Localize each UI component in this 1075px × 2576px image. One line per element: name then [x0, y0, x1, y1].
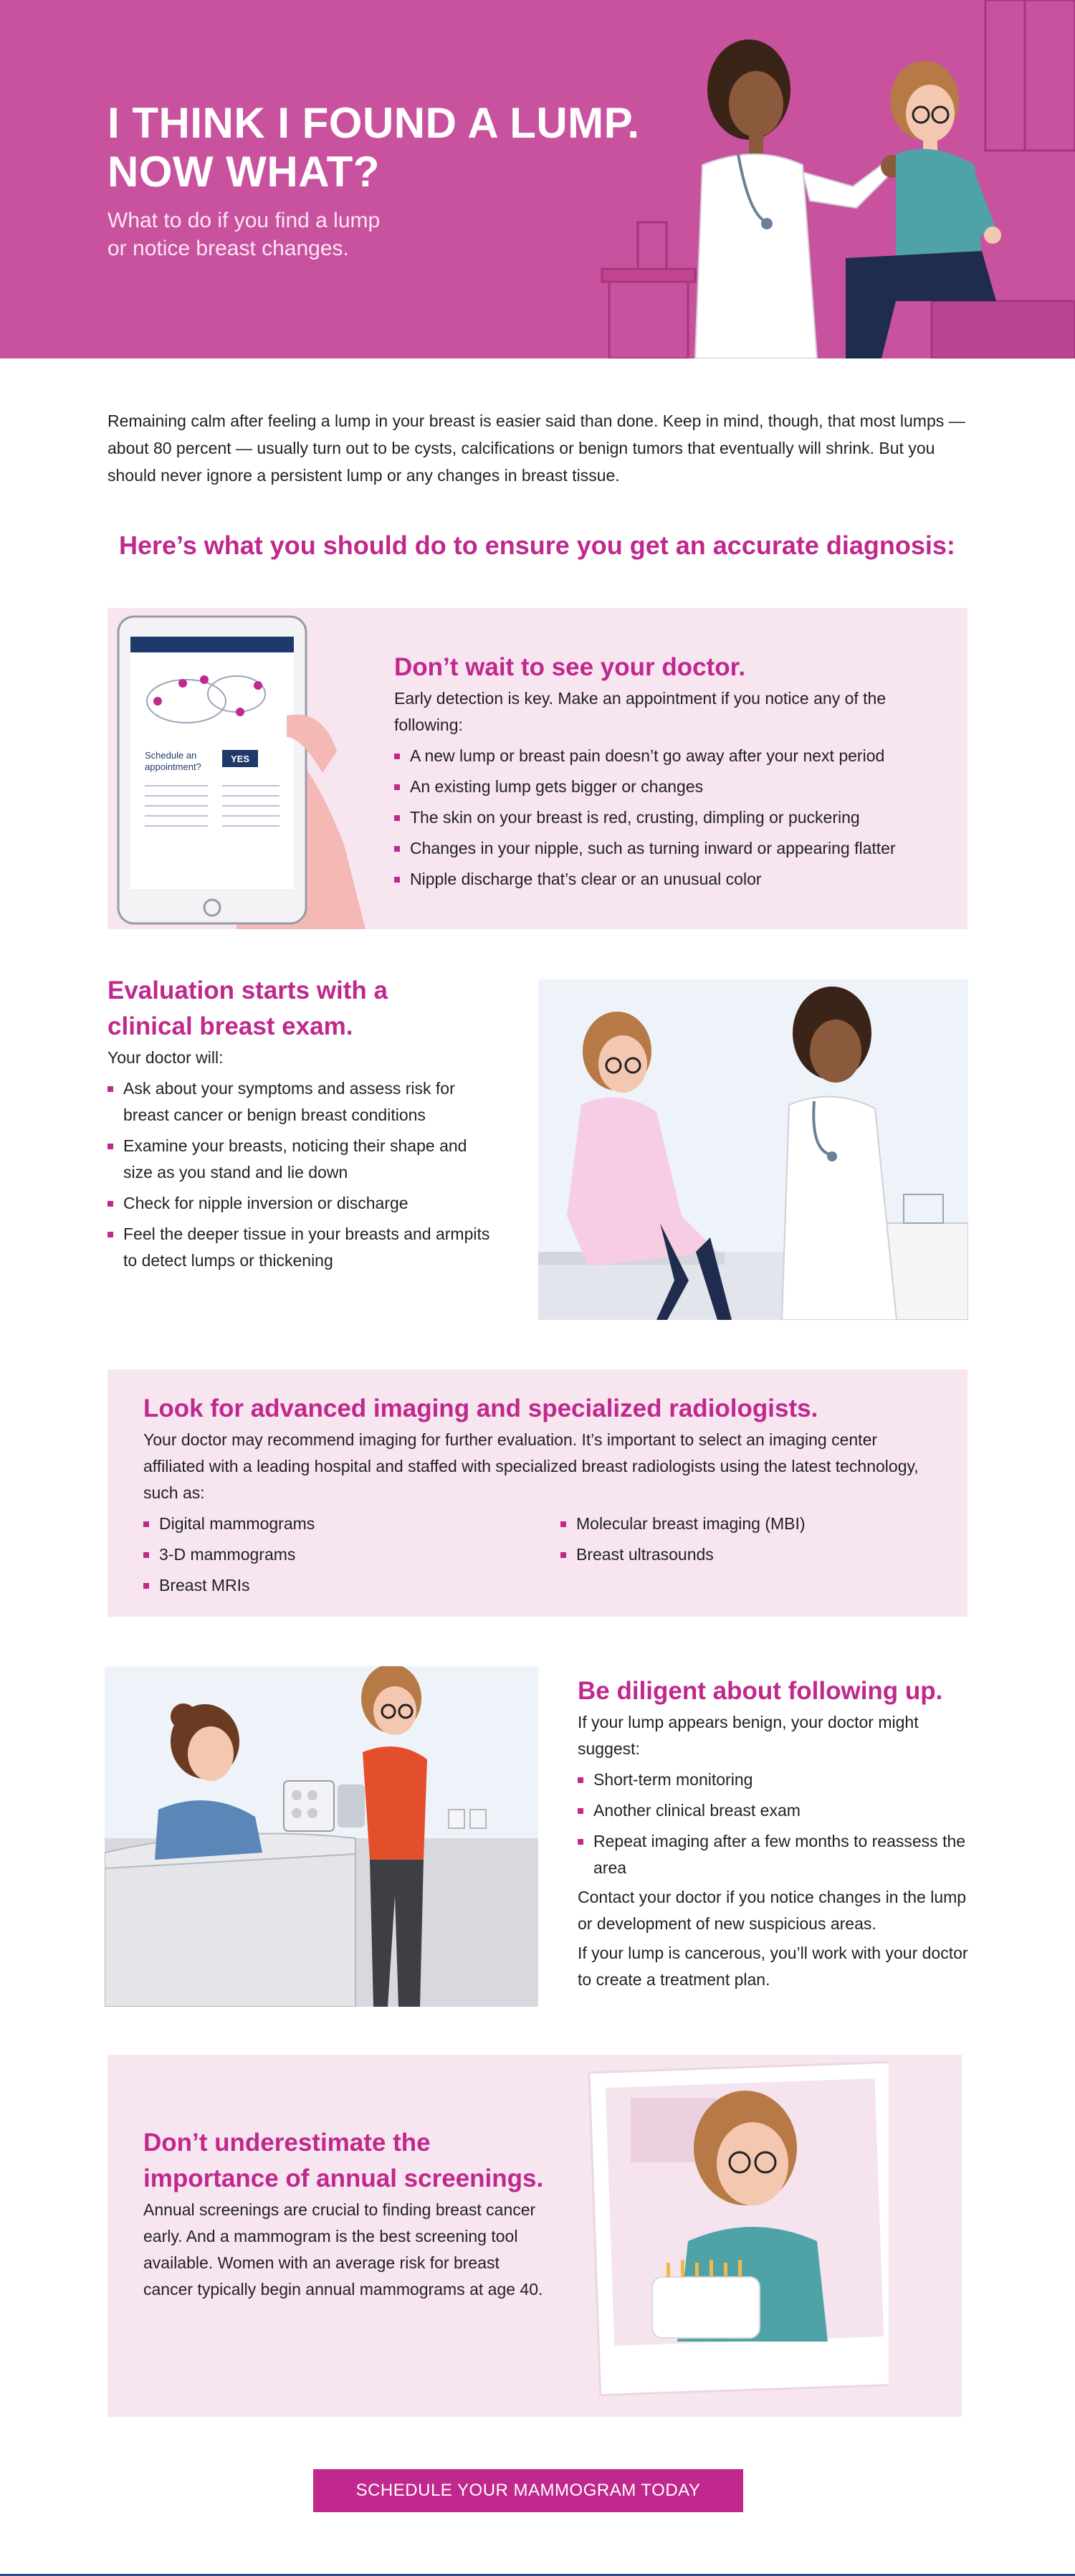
list-item: Digital mammograms [143, 1511, 560, 1537]
section-follow-up-text: If your lump appears benign, your doctor might suggest: [578, 1713, 919, 1758]
doctor-patient-illustration [595, 0, 1075, 358]
list-item: Repeat imaging after a few months to reassess the area [578, 1828, 968, 1881]
section-follow-up-list [578, 1767, 968, 1881]
section-imaging [108, 1369, 968, 1617]
section-dont-wait-content [394, 650, 939, 893]
page-subtitle [108, 206, 452, 262]
list-item: 3-D mammograms [143, 1541, 560, 1568]
section-dont-wait [108, 608, 968, 929]
section-follow-up [578, 1673, 968, 1993]
section-subheading: Here’s what you should do to ensure you get an accurate diagnosis: [119, 531, 955, 560]
section-annual-screenings-content [143, 2125, 545, 2303]
list-item: Molecular breast imaging (MBI) [560, 1511, 919, 1537]
section-annual-screenings-heading [143, 2125, 545, 2197]
section-annual-screenings [108, 2055, 962, 2417]
schedule-mammogram-button[interactable]: SCHEDULE YOUR MAMMOGRAM TODAY [313, 2469, 743, 2512]
section-clinical-exam-heading-line-1: Evaluation starts with a [108, 976, 388, 1004]
list-item: An existing lump gets bigger or changes [394, 774, 939, 800]
list-item: Check for nipple inversion or discharge [108, 1190, 494, 1217]
list-item: Feel the deeper tissue in your breasts and armpits to detect lumps or thickening [108, 1221, 494, 1274]
section-imaging-content [143, 1391, 939, 1599]
list-item: The skin on your breast is red, crusting, dimpling or puckering [394, 804, 939, 831]
phone-appointment-illustration [108, 608, 394, 929]
imaging-list-col-1 [143, 1506, 560, 1599]
section-imaging-lists [143, 1506, 939, 1599]
reception-desk-illustration [105, 1666, 538, 2007]
list-item: Short-term monitoring [578, 1767, 968, 1793]
section-dont-wait-text: Early detection is key. Make an appointment if you notice any of the following: [394, 689, 887, 734]
section-dont-wait-heading: Don’t wait to see your doctor. [394, 653, 746, 681]
intro-paragraph: Remaining calm after feeling a lump in your breast is easier said than done. Keep in mind, though, that most lumps — about 80 percent — usually turn out to be cysts, calcifications or benign tumors that eventually will shrink. But you should never ignore a persistent lump or any changes in breast tissue. [108, 412, 965, 485]
section-imaging-heading: Look for advanced imaging and specialized radiologists. [143, 1394, 818, 1422]
list-item: Breast ultrasounds [560, 1541, 919, 1568]
phone-prompt-line-1: Schedule an [145, 750, 197, 761]
phone-yes-label: YES [230, 754, 250, 764]
hero-banner [0, 0, 1075, 358]
list-item: Examine your breasts, noticing their shape and size as you stand and lie down [108, 1133, 494, 1186]
section-dont-wait-list [394, 743, 939, 893]
list-item: Another clinical breast exam [578, 1797, 968, 1824]
section-clinical-exam-list [108, 1075, 494, 1274]
phone-prompt-line-2: appointment? [145, 761, 201, 772]
section-clinical-exam-heading [108, 973, 494, 1045]
section-clinical-exam-text: Your doctor will: [108, 1048, 224, 1067]
section-clinical-exam [108, 973, 494, 1274]
list-item: Breast MRIs [143, 1572, 560, 1599]
list-item: A new lump or breast pain doesn’t go away after your next period [394, 743, 939, 769]
page-title-line-1: I THINK I FOUND A LUMP. [108, 99, 640, 147]
section-clinical-exam-heading-line-2: clinical breast exam. [108, 1012, 353, 1040]
imaging-list-col-2 [560, 1506, 919, 1599]
list-item: Changes in your nipple, such as turning inward or appearing flatter [394, 835, 939, 862]
clinical-exam-illustration [538, 979, 968, 1320]
section-imaging-text: Your doctor may recommend imaging for further evaluation. It’s important to select an imaging center affiliated with a leading hospital and staffed with specialized breast radiologists using the latest technology, such as: [143, 1430, 919, 1502]
section-follow-up-text-2: Contact your doctor if you notice changes in the lump or development of new suspicious areas. [578, 1888, 967, 1933]
page-subtitle-line-2: or notice breast changes. [108, 237, 349, 260]
section-annual-screenings-text: Annual screenings are crucial to finding breast cancer early. And a mammogram is the best screening tool available. Women with an average risk for breast cancer typically begin annual mammograms at age 40. [143, 2200, 543, 2299]
page-subtitle-line-1: What to do if you find a lump [108, 209, 381, 232]
page-title-line-2: NOW WHAT? [108, 148, 380, 196]
list-item: Nipple discharge that’s clear or an unusual color [394, 866, 939, 893]
section-annual-screenings-heading-line-1: Don’t underestimate the [143, 2129, 431, 2157]
section-follow-up-text-3: If your lump is cancerous, you’ll work with your doctor to create a treatment plan. [578, 1944, 968, 1989]
section-follow-up-heading: Be diligent about following up. [578, 1677, 943, 1705]
section-annual-screenings-heading-line-2: importance of annual screenings. [143, 2164, 544, 2192]
list-item: Ask about your symptoms and assess risk for breast cancer or benign breast conditions [108, 1075, 494, 1128]
birthday-photo-illustration [580, 2055, 889, 2417]
